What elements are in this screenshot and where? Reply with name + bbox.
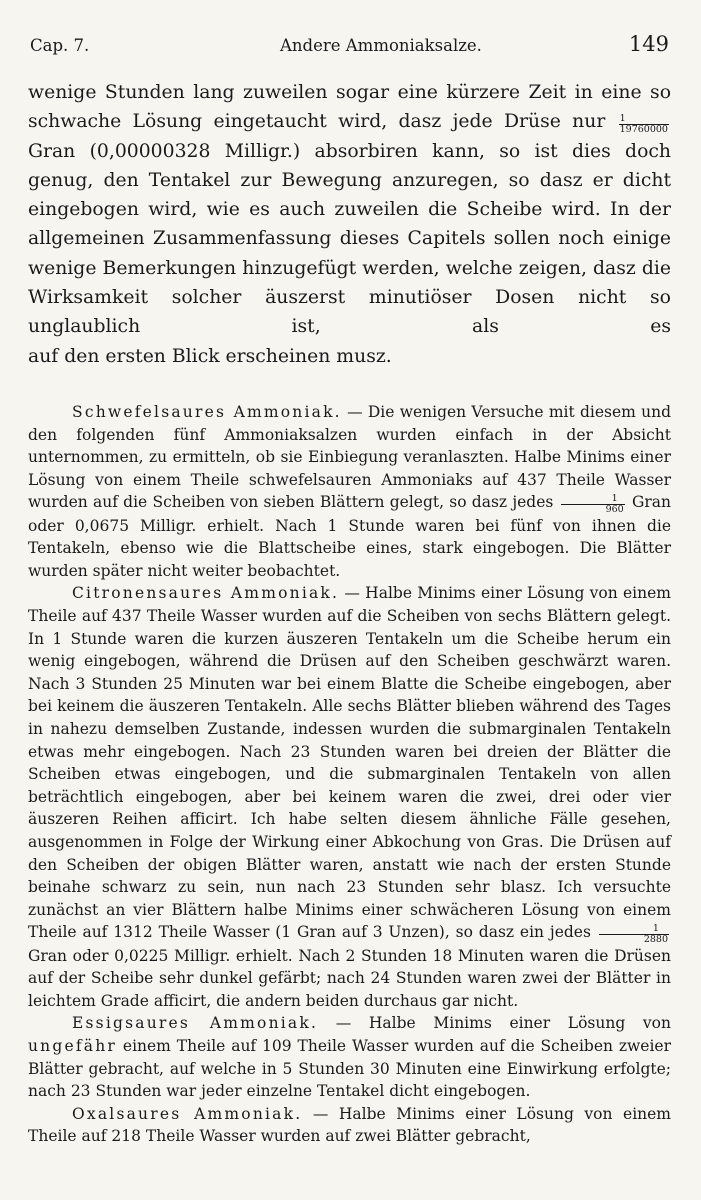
paragraph-citronensaures	[28, 582, 671, 1012]
paragraph-text: — Die wenigen Versuche mit diesem und den folgenden fünf Ammoniaksalzen wurden einfach in der Absicht unternommen, zu ermitteln, ob sie Einbiegung veranlaszten. Halbe Minims einer Lösung von einem Theile schwefelsauren Ammoniaks auf 437 Theile Wasser wurden auf die Scheiben von sieben Blättern gelegt, so dasz jedes	[28, 402, 672, 512]
fraction	[599, 924, 669, 945]
page-number: 149	[628, 32, 669, 56]
section-title: Essigsaures Ammoniak.	[72, 1014, 319, 1033]
paragraph-oxalsaures	[28, 1103, 671, 1148]
experiments-section	[28, 401, 671, 1148]
chapter-label: Cap. 7.	[30, 36, 90, 55]
section-title: Schwefelsaures Ammoniak.	[72, 402, 342, 421]
running-head	[28, 30, 671, 60]
paragraph-text: Gran oder 0,0675 Milligr. erhielt. Nach 1 Stunde waren bei fünf von ihnen die Tentakeln, ebenso wie die Blattscheibe eines, stark eingebogen. Die Blätter wurden später nicht weiter beobachtet.	[28, 493, 671, 580]
paragraph-text: Gran oder 0,0225 Milligr. erhielt. Nach 2 Stunden 18 Minuten waren die Drüsen auf der Scheibe sehr dunkel gefärbt; nach 24 Stunden waren zwei der Blätter in leichtem Grade afficirt, die andern beiden durchaus gar nicht.	[28, 946, 671, 1010]
intro-paragraph	[28, 78, 671, 371]
fraction-denominator: 19760000	[619, 123, 668, 135]
paragraph-text: — Halbe Minims einer Lösung von einem Theile auf 218 Theile Wasser wurden auf zwei Blätter gebracht,	[28, 1104, 672, 1146]
fraction-numerator: 1	[619, 114, 669, 125]
paragraph-schwefelsaures	[28, 401, 671, 582]
running-title: Andere Ammoniaksalze.	[280, 36, 482, 55]
emphasized-word: ungefähr	[28, 1036, 118, 1055]
fraction-denominator: 2880	[643, 933, 668, 945]
paragraph-essigsaures	[28, 1012, 671, 1102]
paragraph-text: — Halbe Minims einer Lösung von	[318, 1014, 671, 1033]
section-title: Citronensaures Ammoniak.	[72, 584, 340, 603]
section-title: Oxalsaures Ammoniak.	[72, 1104, 303, 1123]
paragraph-text: — Halbe Minims einer Lösung von einem Theile auf 437 Theile Wasser wurden auf die Scheiben von sechs Blättern gelegt. In 1 Stunde waren die kurzen äuszeren Tentakeln um die Scheibe herum ein wenig eingebogen, während die Drüsen auf den Scheiben geschwärzt waren. Nach 3 Stunden 25 Minuten war bei einem Blatte die Scheibe eingebogen, aber bei keinem die äuszeren Tentakeln. Alle sechs Blätter blieben während des Tages in nahezu demselben Zustande, indessen wurden die submarginalen Tentakeln etwas mehr eingebogen. Nach 23 Stunden waren bei dreien der Blätter die Scheiben etwas eingebogen, und die submarginalen Tentakeln von allen beträchtlich eingebogen, aber bei keinem waren die zwei, drei oder vier äuszeren Reihen afficirt. Ich habe selten diesem ähnliche Fälle gesehen, ausgenommen in Folge der Wirkung einer Abkochung von Gras. Die Drüsen auf den Scheiben der obigen Blätter waren, anstatt wie nach der ersten Stunde beinahe schwarz zu sein, nun nach 23 Stunden sehr blasz. Ich versuchte zunächst an vier Blättern halbe Minims einer schwächeren Lösung von einem Theile auf 1312 Theile Wasser (1 Gran auf 3 Unzen), so dasz ein jedes	[28, 584, 671, 942]
fraction	[561, 494, 625, 515]
fraction-numerator: 1	[599, 924, 669, 935]
paragraph-text: einem Theile auf 109 Theile Wasser wurden auf die Scheiben zweier Blätter gebracht, auf welche in 5 Stunden 30 Minuten eine Einwirkung erfolgte; nach 23 Stunden war jeder einzelne Tentakel dicht eingebogen.	[28, 1036, 671, 1101]
intro-last-line: auf den ersten Blick erscheinen musz.	[28, 345, 392, 367]
fraction	[619, 114, 669, 135]
intro-text-part2: Gran (0,00000328 Milligr.) absorbiren kann, so ist dies doch genug, den Tentakel zur Bewegung anzuregen, so dasz er dicht eingebogen wird, wie es auch zuweilen die Scheibe wird. In der allgemeinen Zusammenfassung dieses Capitels sollen noch einige wenige Bemerkungen hinzugefügt werden, welche zeigen, dasz die Wirksamkeit solcher äuszerst minutiöser Dosen nicht so unglaublich ist, als es	[28, 140, 671, 338]
intro-text-part1: wenige Stunden lang zuweilen sogar eine kürzere Zeit in eine so schwache Lösung eingetaucht wird, dasz jede Drüse nur	[28, 82, 671, 133]
fraction-denominator: 960	[605, 503, 624, 515]
fraction-numerator: 1	[561, 494, 625, 505]
